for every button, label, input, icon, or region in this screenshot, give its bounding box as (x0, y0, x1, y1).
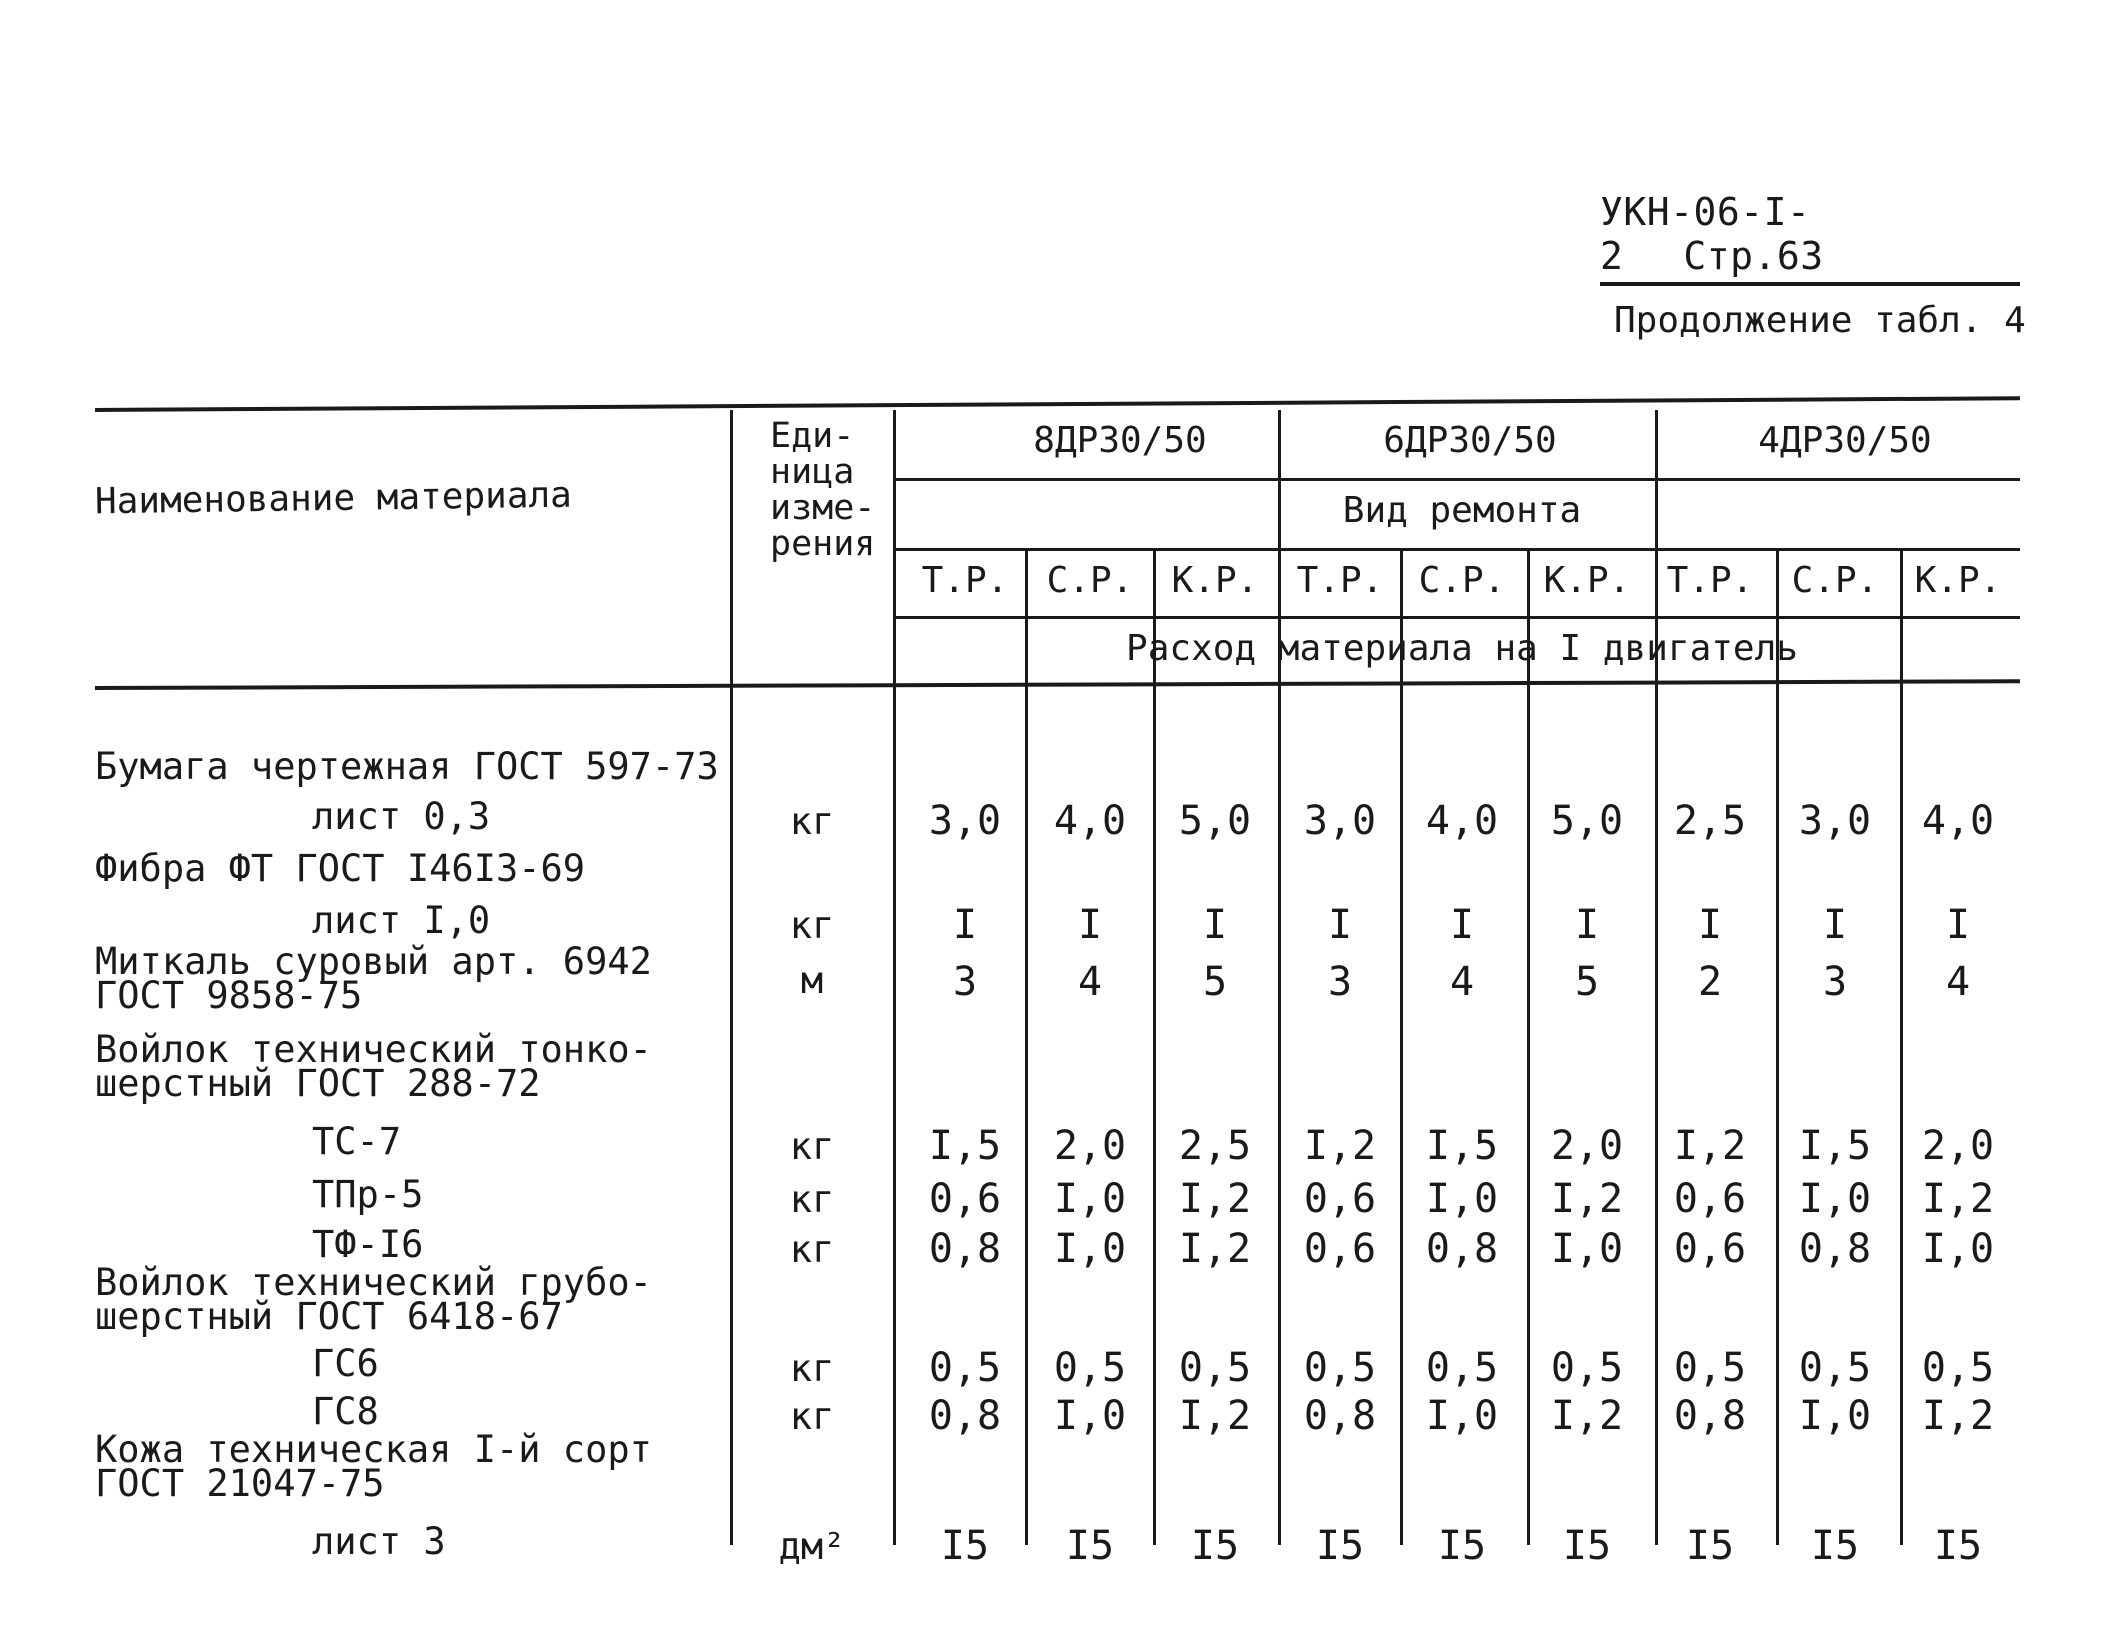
value-cell: 4 (1945, 959, 1971, 1005)
value-cell: 4 (1449, 959, 1475, 1005)
material-name-line: Миткаль суровый арт. 6942 (95, 940, 652, 983)
unit-cell: м (800, 959, 824, 1002)
unit-header-line: рения (770, 524, 876, 564)
value-cell: I (1822, 902, 1848, 948)
value-column-line (1900, 548, 1903, 1545)
value-cell: I5 (1190, 1523, 1240, 1569)
material-name (95, 1261, 652, 1338)
value-cell: 2,0 (1550, 1123, 1624, 1169)
material-name (312, 1173, 424, 1216)
repair-type-header: С.Р. (1791, 560, 1879, 601)
value-cell: 4 (1077, 959, 1103, 1005)
value-cell: I,0 (1053, 1393, 1127, 1439)
repair-type-header: Вид ремонта (1342, 490, 1582, 531)
value-cell: 5 (1574, 959, 1600, 1005)
value-cell: 2,5 (1673, 798, 1747, 844)
value-cell: I,2 (1178, 1393, 1252, 1439)
header-bottom-rule (95, 679, 2020, 690)
value-cell: 0,8 (1673, 1393, 1747, 1439)
value-cell: 5,0 (1178, 798, 1252, 844)
value-cell: I (1574, 902, 1600, 948)
repair-type-header: Т.Р. (921, 560, 1009, 601)
value-cell: 5 (1202, 959, 1228, 1005)
values-column-divider (893, 410, 896, 1545)
value-cell: 0,5 (1303, 1345, 1377, 1391)
value-cell: I,5 (1425, 1123, 1499, 1169)
unit-cell: кг (789, 904, 835, 947)
material-name-line: ГОСТ 9858-75 (95, 974, 363, 1017)
value-cell: 2,0 (1921, 1123, 1995, 1169)
value-cell: 0,5 (1178, 1345, 1252, 1391)
value-cell: I5 (1810, 1523, 1860, 1569)
unit-cell: кг (789, 1228, 835, 1271)
value-cell: I,2 (1550, 1393, 1624, 1439)
value-cell: I5 (940, 1523, 990, 1569)
material-name (95, 745, 719, 788)
unit-cell: кг (789, 1125, 835, 1168)
material-name-line: Кожа техническая I-й сорт (95, 1428, 652, 1471)
engine-header-4dr: 4ДР30/50 (1758, 420, 1932, 461)
unit-column-divider (730, 410, 733, 1545)
repair-type-header: К.Р. (1914, 560, 2002, 601)
value-cell: 4,0 (1921, 798, 1995, 844)
material-name-line: лист 0,3 (312, 795, 491, 838)
material-name (312, 1120, 402, 1163)
material-name-line: шерстный ГОСТ 288-72 (95, 1062, 541, 1105)
material-name-line: ТС-7 (312, 1120, 402, 1163)
material-name (312, 1520, 446, 1563)
repair-type-header: К.Р. (1171, 560, 1259, 601)
material-name-line: Войлок технический грубо- (95, 1261, 652, 1304)
value-cell: I,0 (1053, 1226, 1127, 1272)
value-cell: I5 (1437, 1523, 1487, 1569)
unit-cell: кг (789, 1347, 835, 1390)
value-cell: I,0 (1550, 1226, 1624, 1272)
value-cell: 5,0 (1550, 798, 1624, 844)
material-name-line: Войлок технический тонко- (95, 1028, 652, 1071)
value-cell: 0,8 (928, 1393, 1002, 1439)
repair-type-header: К.Р. (1543, 560, 1631, 601)
unit-cell: дм² (778, 1525, 846, 1568)
value-column-line (1153, 548, 1156, 1545)
unit-header-line: ница (770, 452, 855, 492)
material-name-line: ГС6 (312, 1342, 379, 1385)
material-name (312, 1342, 379, 1385)
value-cell: 3,0 (1303, 798, 1377, 844)
value-cell: 4,0 (1425, 798, 1499, 844)
value-cell: 3 (952, 959, 978, 1005)
consumption-header: Расход материала на I двигатель (1126, 628, 1798, 669)
engine-group-line (1278, 410, 1281, 1545)
value-cell: I,0 (1425, 1393, 1499, 1439)
material-name-line: Бумага чертежная ГОСТ 597-73 (95, 745, 719, 788)
value-cell: I,0 (1425, 1176, 1499, 1222)
value-cell: I (1202, 902, 1228, 948)
value-cell: I (952, 902, 978, 948)
value-cell: I,2 (1921, 1176, 1995, 1222)
value-cell: 0,6 (1673, 1226, 1747, 1272)
table-continuation-caption: Продолжение табл. 4 (1614, 300, 2026, 341)
value-column-line (1776, 548, 1779, 1545)
repair-type-header: Т.Р. (1296, 560, 1384, 601)
document-reference (1600, 190, 2020, 286)
engine-header-8dr: 8ДР30/50 (1033, 420, 1207, 461)
value-cell: 0,6 (1673, 1176, 1747, 1222)
value-cell: 0,5 (1053, 1345, 1127, 1391)
value-cell: 0,8 (1798, 1226, 1872, 1272)
value-column-line (1025, 548, 1028, 1545)
material-name (312, 899, 491, 942)
unit-cell: кг (789, 800, 835, 843)
value-cell: I,5 (1798, 1123, 1872, 1169)
value-cell: I (1945, 902, 1971, 948)
value-cell: 2,5 (1178, 1123, 1252, 1169)
value-cell: I5 (1562, 1523, 1612, 1569)
material-name (95, 1028, 652, 1105)
value-column-line (1400, 548, 1403, 1545)
value-cell: I,2 (1303, 1123, 1377, 1169)
material-name-line: Фибра ФТ ГОСТ I46I3-69 (95, 847, 586, 890)
value-cell: I,5 (928, 1123, 1002, 1169)
material-name (95, 847, 586, 890)
value-cell: I5 (1065, 1523, 1115, 1569)
material-name-line: ГС8 (312, 1390, 379, 1433)
material-name-line: ГОСТ 21047-75 (95, 1462, 385, 1505)
value-cell: 0,5 (1425, 1345, 1499, 1391)
value-cell: I,0 (1798, 1176, 1872, 1222)
unit-column-header (770, 418, 875, 562)
material-name-line: ТФ-I6 (312, 1223, 424, 1266)
material-name (312, 795, 491, 838)
value-cell: I,0 (1921, 1226, 1995, 1272)
value-cell: I,0 (1798, 1393, 1872, 1439)
material-name (95, 940, 652, 1017)
material-name (312, 1223, 424, 1266)
material-name-line: лист 3 (312, 1520, 446, 1563)
value-cell: 3 (1822, 959, 1848, 1005)
value-cell: I (1327, 902, 1353, 948)
repair-type-header: С.Р. (1046, 560, 1134, 601)
material-name (95, 1428, 652, 1505)
engine-header-6dr: 6ДР30/50 (1383, 420, 1557, 461)
material-name-line: ТПр-5 (312, 1173, 424, 1216)
value-cell: I (1077, 902, 1103, 948)
material-column-header: Наименование материала (94, 474, 573, 523)
engine-row-rule (893, 478, 2020, 481)
value-cell: I5 (1685, 1523, 1735, 1569)
value-cell: 0,8 (1303, 1393, 1377, 1439)
value-cell: 0,6 (1303, 1226, 1377, 1272)
repair-type-header: Т.Р. (1666, 560, 1754, 601)
repair-type-header: С.Р. (1418, 560, 1506, 601)
material-name-line: шерстный ГОСТ 6418-67 (95, 1295, 563, 1338)
value-cell: 0,5 (1921, 1345, 1995, 1391)
engine-group-line (1655, 410, 1658, 1545)
value-cell: 0,5 (1798, 1345, 1872, 1391)
value-cell: I (1449, 902, 1475, 948)
value-cell: 4,0 (1053, 798, 1127, 844)
value-cell: I,0 (1053, 1176, 1127, 1222)
material-name (312, 1390, 379, 1433)
value-cell: 0,5 (928, 1345, 1002, 1391)
document-code: УКН-06-I-2 (1600, 190, 1811, 278)
value-cell: 0,6 (928, 1176, 1002, 1222)
unit-cell: кг (789, 1395, 835, 1438)
value-cell: 0,6 (1303, 1176, 1377, 1222)
material-name-line: лист I,0 (312, 899, 491, 942)
value-cell: 3,0 (928, 798, 1002, 844)
unit-header-line: изме- (770, 488, 876, 528)
value-cell: 2,0 (1053, 1123, 1127, 1169)
value-cell: 0,8 (1425, 1226, 1499, 1272)
value-cell: I5 (1933, 1523, 1983, 1569)
value-cell: I,2 (1178, 1176, 1252, 1222)
value-cell: 3,0 (1798, 798, 1872, 844)
repair-types-rule (893, 616, 2020, 619)
value-cell: I,2 (1550, 1176, 1624, 1222)
table-top-rule (95, 396, 2020, 412)
unit-header-line: Еди- (770, 416, 855, 456)
value-cell: I,2 (1178, 1226, 1252, 1272)
value-column-line (1527, 548, 1530, 1545)
value-cell: 0,5 (1550, 1345, 1624, 1391)
value-cell: 3 (1327, 959, 1353, 1005)
repair-label-rule (893, 548, 2020, 551)
value-cell: I,2 (1921, 1393, 1995, 1439)
value-cell: I5 (1315, 1523, 1365, 1569)
unit-cell: кг (789, 1178, 835, 1221)
value-cell: 0,5 (1673, 1345, 1747, 1391)
value-cell: I (1697, 902, 1723, 948)
value-cell: 2 (1697, 959, 1723, 1005)
page-number: Стр.63 (1683, 234, 1824, 278)
value-cell: I,2 (1673, 1123, 1747, 1169)
value-cell: 0,8 (928, 1226, 1002, 1272)
